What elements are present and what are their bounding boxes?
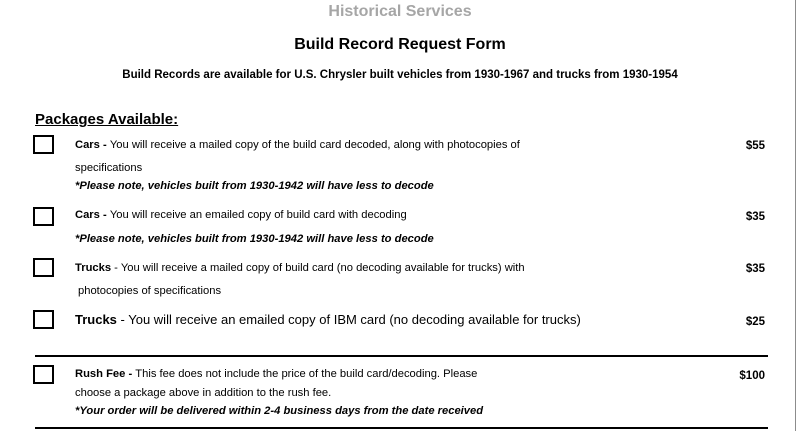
- package-desc: You will receive a mailed copy of the build card decoded, along with photocopies of: [109, 139, 520, 151]
- package-cars-mailed-note: *Please note, vehicles built from 1930-1942 will have less to decode: [75, 180, 434, 192]
- org-name: Historical Services: [328, 3, 472, 20]
- package-name: Cars -: [75, 209, 110, 221]
- package-cars-emailed-note: *Please note, vehicles built from 1930-1942 will have less to decode: [75, 233, 434, 245]
- package-desc: - You will receive a mailed copy of build card (no decoding available for trucks) with: [111, 262, 525, 274]
- form-subtitle: Build Records are available for U.S. Chrysler built vehicles from 1930-1967 and trucks from 1930-1954: [122, 69, 678, 81]
- package-name: Cars -: [75, 139, 110, 151]
- package-cars-mailed-line1: [75, 139, 520, 152]
- rush-fee-price: $100: [739, 370, 765, 382]
- divider-bottom: [35, 427, 768, 429]
- rush-fee-checkbox[interactable]: [33, 365, 54, 384]
- package-trucks-emailed-checkbox[interactable]: [33, 310, 54, 329]
- packages-heading: Packages Available:: [35, 111, 179, 128]
- page-edge: [795, 0, 796, 431]
- package-trucks-mailed-checkbox[interactable]: [33, 258, 54, 277]
- package-cars-mailed-price: $55: [745, 140, 765, 152]
- package-trucks-mailed-line1: [75, 262, 525, 275]
- package-cars-mailed-checkbox[interactable]: [33, 135, 54, 154]
- divider-top: [35, 355, 768, 357]
- form-title: Build Record Request Form: [294, 36, 506, 53]
- package-name: Trucks: [75, 312, 117, 327]
- package-cars-emailed-line1: [75, 209, 407, 222]
- rush-fee-name: Rush Fee -: [75, 368, 136, 380]
- package-desc: You will receive an emailed copy of build card with decoding: [109, 209, 407, 221]
- package-desc: - You will receive an emailed copy of IBM card (no decoding available for trucks): [116, 312, 581, 327]
- package-cars-mailed-line2: specifications: [75, 162, 143, 174]
- package-trucks-mailed-line2: photocopies of specifications: [78, 285, 222, 297]
- package-cars-emailed-price: $35: [745, 211, 765, 223]
- rush-fee-note: *Your order will be delivered within 2-4 business days from the date received: [75, 405, 484, 417]
- package-cars-emailed-checkbox[interactable]: [33, 207, 54, 226]
- package-trucks-emailed-price: $25: [745, 316, 765, 328]
- rush-fee-line1: [75, 368, 477, 381]
- package-trucks-mailed-price: $35: [745, 263, 765, 275]
- package-trucks-emailed-line1: [75, 313, 581, 326]
- rush-fee-desc: This fee does not include the price of the build card/decoding. Please: [135, 368, 478, 380]
- package-name: Trucks: [75, 262, 112, 274]
- rush-fee-line2: choose a package above in addition to the rush fee.: [75, 387, 332, 399]
